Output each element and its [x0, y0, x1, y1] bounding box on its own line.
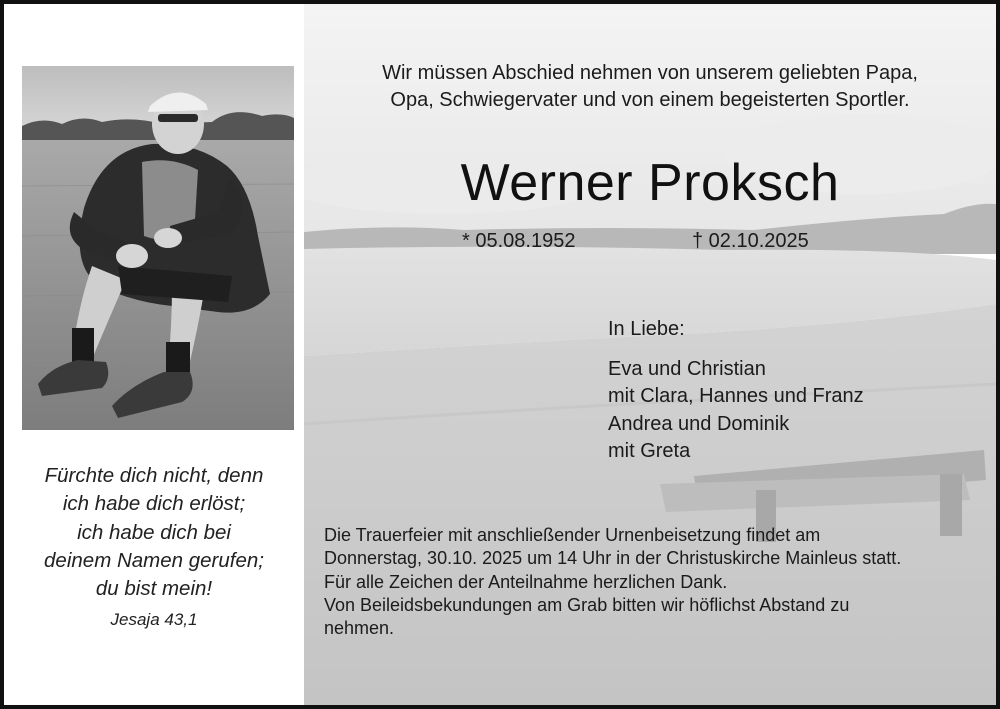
- notice-line: nehmen.: [324, 618, 395, 639]
- portrait-photo: [22, 66, 294, 430]
- funeral-notice: [324, 524, 984, 640]
- verse-line: ich habe dich bei: [77, 520, 231, 544]
- death-date: † 02.10.2025: [692, 230, 809, 252]
- notice-line: Die Trauerfeier mit anschließender Urnenbeisetzung findet am: [324, 525, 821, 545]
- intro-line: Wir müssen Abschied nehmen von unserem geliebten Papa,: [382, 62, 918, 84]
- verse-line: deinem Namen gerufen;: [44, 548, 264, 572]
- birth-date: * 05.08.1952: [462, 230, 576, 252]
- notice-line: Donnerstag, 30.10. 2025 um 14 Uhr in der Christuskirche Mainleus statt.: [324, 548, 902, 569]
- obituary-content: [304, 4, 996, 705]
- bible-verse: [4, 462, 304, 637]
- family-list: [608, 316, 864, 465]
- family-member: mit Clara, Hannes und Franz: [608, 385, 864, 408]
- family-member: Eva und Christian: [608, 358, 766, 381]
- right-panel: [304, 4, 996, 705]
- verse-line: Fürchte dich nicht, denn: [44, 464, 264, 487]
- intro-line: Opa, Schwiegervater und von einem begeisterten Sportler.: [390, 89, 910, 111]
- family-member: mit Greta: [608, 439, 691, 462]
- family-heading: In Liebe:: [608, 318, 685, 340]
- left-panel: [4, 4, 304, 705]
- notice-line: Von Beileidsbekundungen am Grab bitten wir höflichst Abstand zu: [324, 594, 850, 615]
- verse-line: du bist mein!: [95, 577, 213, 601]
- deceased-name: Werner Proksch: [460, 154, 840, 212]
- intro-text: [304, 60, 996, 114]
- verse-line: ich habe dich erlöst;: [62, 492, 246, 516]
- notice-line: Für alle Zeichen der Anteilnahme herzlichen Dank.: [324, 571, 728, 592]
- family-member: Andrea und Dominik: [608, 412, 790, 435]
- verse-reference: Jesaja 43,1: [110, 610, 198, 630]
